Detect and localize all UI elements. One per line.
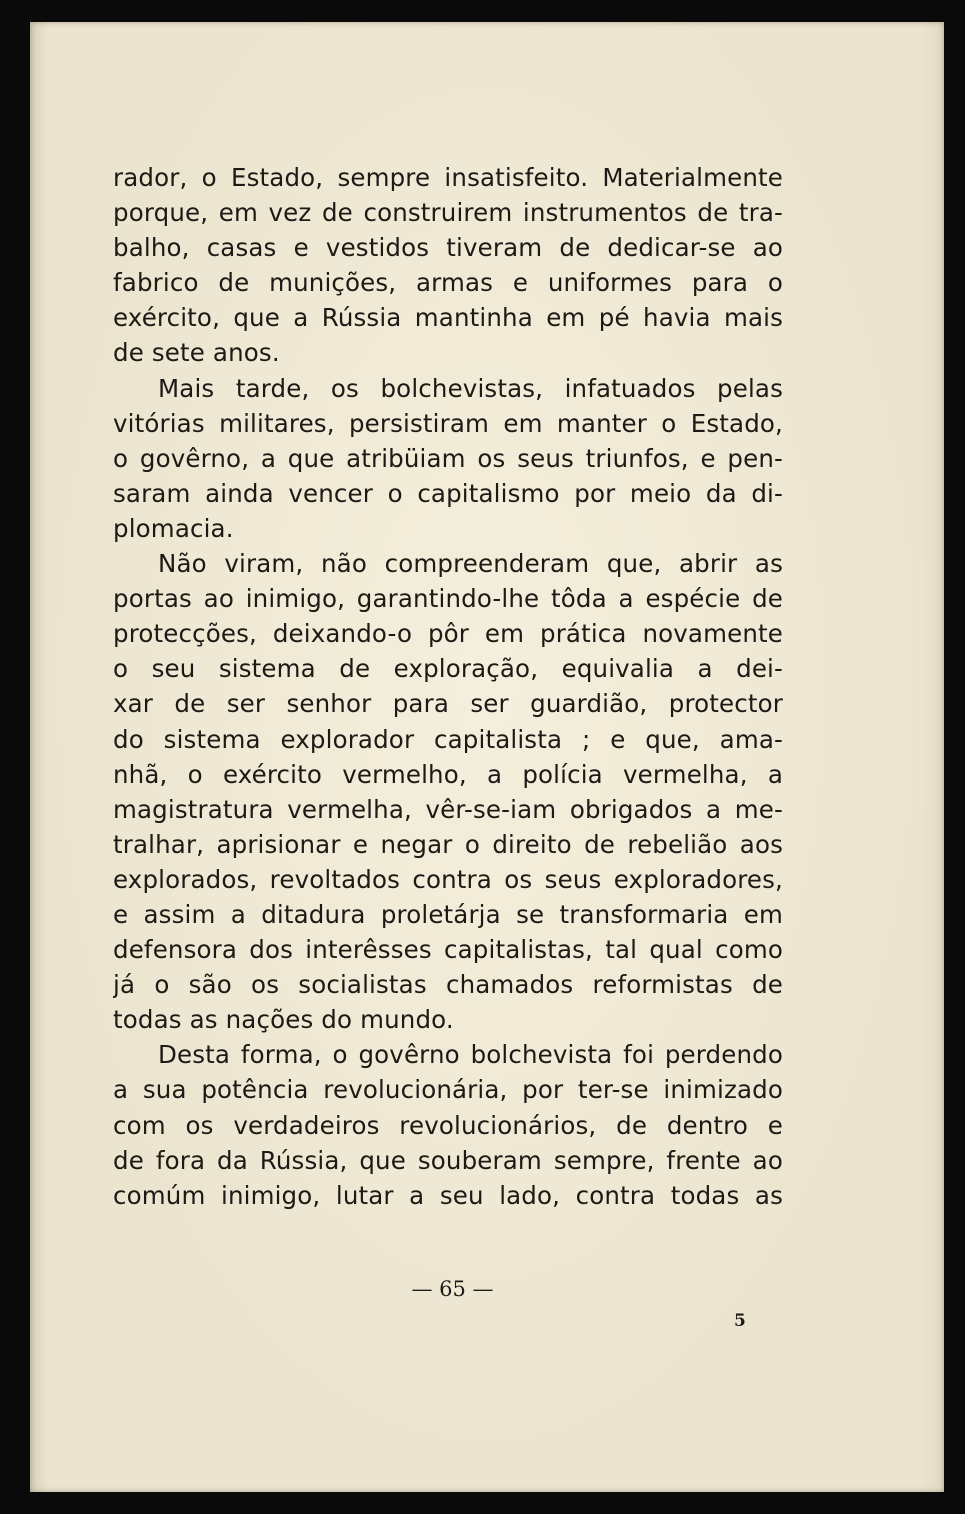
paragraph-first-line: Não viram, não compreenderam que, abrir as	[158, 549, 783, 579]
text-line: de sete anos.	[113, 338, 280, 368]
text-line: magistratura vermelha, vêr-se-iam obrigados a me-	[113, 794, 783, 824]
text-line: tralhar, aprisionar e negar o direito de rebelião aos	[113, 829, 783, 859]
text-line: de fora da Rússia, que souberam sempre, frente ao	[113, 1145, 783, 1175]
paragraph-first-line: Desta forma, o govêrno bolchevista foi perdendo	[158, 1040, 783, 1070]
text-line: exército, que a Rússia mantinha em pé havia mais	[113, 303, 783, 333]
text-line: o seu sistema de exploração, equivalia a dei-	[113, 654, 783, 684]
text-line: nhã, o exército vermelho, a polícia vermelha, a	[113, 759, 783, 789]
text-line: todas as nações do mundo.	[113, 1005, 454, 1035]
text-line: saram ainda vencer o capitalismo por meio da di-	[113, 478, 783, 508]
text-line: o govêrno, a que atribüiam os seus triunfos, e pen-	[113, 443, 783, 473]
paragraph-first-line: Mais tarde, os bolchevistas, infatuados pelas	[158, 373, 783, 403]
text-line: balho, casas e vestidos tiveram de dedicar-se ao	[113, 233, 783, 263]
text-line: comúm inimigo, lutar a seu lado, contra todas as	[113, 1180, 783, 1210]
text-line: a sua potência revolucionária, por ter-se inimizado	[113, 1075, 783, 1105]
text-line: protecções, deixando-o pôr em prática novamente	[113, 619, 783, 649]
text-line: defensora dos interêsses capitalistas, tal qual como	[113, 935, 783, 965]
text-line: plomacia.	[113, 513, 234, 543]
text-line: rador, o Estado, sempre insatisfeito. Materialmente	[113, 163, 783, 192]
text-line: com os verdadeiros revolucionários, de dentro e	[113, 1110, 783, 1140]
signature-mark: 5	[734, 1311, 746, 1331]
text-line: do sistema explorador capitalista ; e que, ama-	[113, 724, 783, 754]
text-line: xar de ser senhor para ser guardião, protector	[113, 689, 783, 719]
text-line: portas ao inimigo, garantindo-lhe tôda a espécie de	[113, 584, 783, 614]
text-line: fabrico de munições, armas e uniformes para o	[113, 268, 783, 298]
text-line: explorados, revoltados contra os seus exploradores,	[113, 864, 783, 894]
text-line: já o são os socialistas chamados reformistas de	[113, 970, 783, 1000]
page-number: — 65 —	[411, 1277, 494, 1301]
text-line: porque, em vez de construirem instrumentos de tra-	[113, 198, 783, 228]
text-line: e assim a ditadura proletárja se transformaria em	[113, 899, 783, 929]
body-text	[113, 160, 783, 1213]
text-line: vitórias militares, persistiram em manter o Estado,	[113, 408, 783, 438]
